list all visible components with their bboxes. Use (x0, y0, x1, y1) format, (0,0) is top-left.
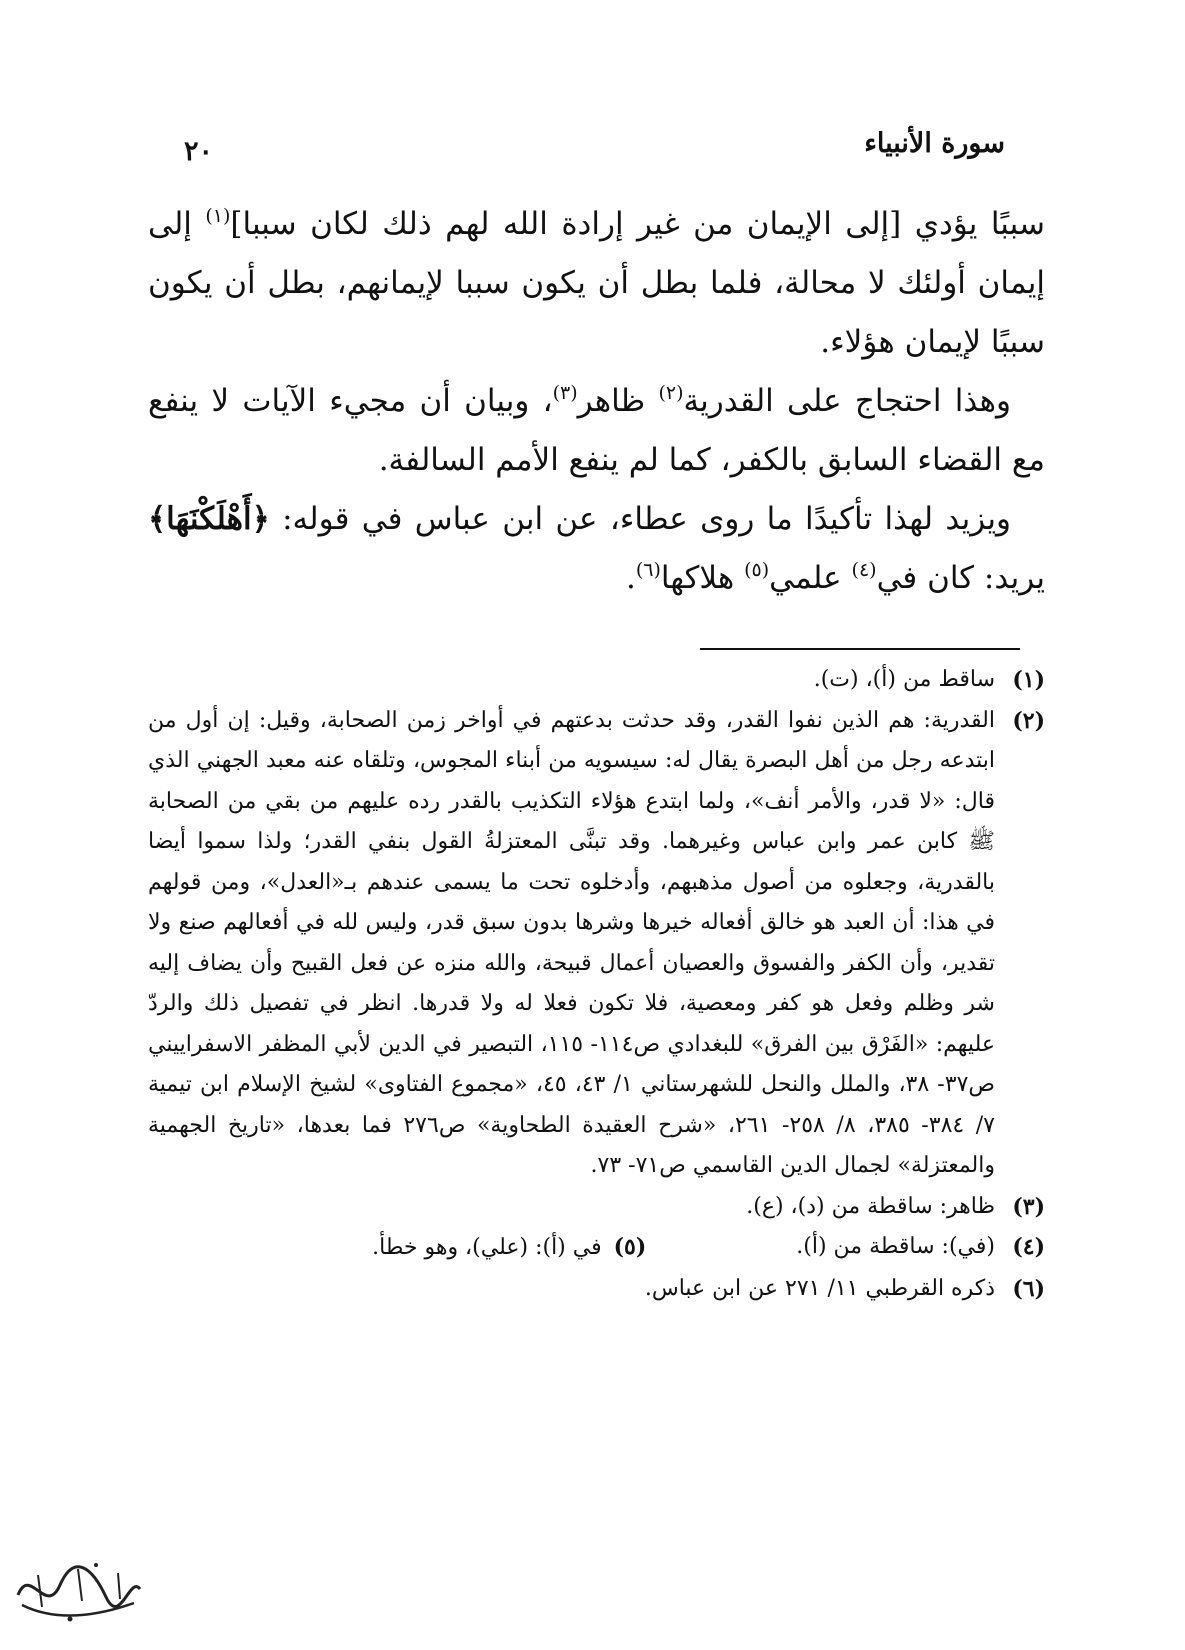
footnote-ref-4[interactable]: (٤) (851, 559, 877, 581)
footnote-ref-1[interactable]: (١) (205, 205, 231, 227)
footnote-1-text: ساقط من (أ)، (ت). (813, 667, 995, 692)
footnote-4-5-row (148, 1227, 1045, 1269)
footnote-1-number: (١) (1012, 667, 1045, 693)
footnote-ref-2[interactable]: (٢) (658, 382, 684, 404)
page-number: ٢٠ (184, 136, 214, 167)
footnote-6 (148, 1269, 1045, 1310)
surah-title: سورة الأنبياء (864, 128, 1005, 159)
paragraph-1-part-a: سببًا يؤدي [إلى الإيمان من غير إرادة الله لهم ذلك لكان سببا] (230, 206, 1045, 242)
footnote-3 (148, 1187, 1045, 1228)
footnotes (148, 660, 1045, 1309)
paragraph-3-part-e: . (625, 560, 636, 596)
running-header (170, 120, 1005, 170)
paragraph-2-part-b: ظاهر (577, 383, 659, 419)
paragraph-3 (148, 490, 1045, 608)
footnote-2-number: (٢) (1012, 707, 1045, 734)
paragraph-3-part-a: ويزيد لهذا تأكيدًا ما روى عطاء، عن ابن عباس في قوله: (269, 501, 1012, 537)
paragraph-3-part-c: علمي (769, 560, 852, 596)
footnote-separator (700, 648, 1020, 650)
paragraph-1 (148, 195, 1045, 372)
footnote-5-text: في (أ): (علي)، وهو خطأ. (372, 1235, 602, 1260)
footnote-4-text: (في): ساقطة من (أ). (796, 1234, 995, 1259)
footnote-row (148, 1227, 995, 1269)
footnote-5-number: (٥) (613, 1234, 647, 1260)
footnote-5 (372, 1227, 646, 1269)
footnote-4-number: (٤) (1012, 1234, 1045, 1260)
quran-quote: ﴿أَهْلَكْنَهَا﴾ (148, 501, 270, 537)
footnote-ref-5[interactable]: (٥) (744, 559, 770, 581)
paragraph-2 (148, 372, 1045, 490)
publisher-logo (8, 1555, 148, 1635)
paragraph-2-part-c: ، وبيان أن مجيء الآيات لا ينفع مع القضاء السابق بالكفر، كما لم ينفع الأمم السالفة. (148, 383, 1045, 478)
paragraph-2-part-a: وهذا احتجاج على القدرية (683, 383, 1011, 419)
paragraph-3-part-d: هلاكها (660, 560, 745, 596)
paragraph-3-part-b: يريد: كان في (876, 560, 1045, 596)
footnote-ref-6[interactable]: (٦) (635, 559, 661, 581)
footnote-3-number: (٣) (1012, 1193, 1045, 1220)
paragraph-1-part-b: إلى إيمان أولئك لا محالة، فلما بطل أن يكون سببا لإيمانهم، بطل أن يكون سببًا لإيمان هؤلاء. (148, 206, 1045, 360)
footnote-ref-3[interactable]: (٣) (552, 382, 578, 404)
main-text (148, 195, 1045, 608)
footnote-6-text: ذكره القرطبي ١١/ ٢٧١ عن ابن عباس. (644, 1275, 995, 1301)
footnote-1 (148, 660, 1045, 701)
footnote-3-text: ظاهر: ساقطة من (د)، (ع). (746, 1193, 995, 1219)
footnote-2-text: القدرية: هم الذين نفوا القدر، وقد حدثت بدعتهم في أواخر زمن الصحابة، وقيل: إن أول من ابتدعه رجل من أهل البصرة يقال له: سيسويه من أبناء المجوس، وتلقاه عنه معبد الجهني الذي قال: «لا قدر، والأمر أنف»، ولما ابتدع هؤلاء التكذيب بالقدر رده عليهم من بقي من الصحابة ﷺ كابن عمر وابن عباس وغيرهما. وقد تبنَّى المعتزلةُ القول بنفي القدر؛ ولذا سموا أيضا بالقدرية، وجعلوه من أصول مذهبهم، وأدخلوه تحت ما يسمى عندهم بـ«العدل»، ومن قولهم في هذا: أن العبد هو خالق أفعاله خيرها وشرها بدون سبق قدر، وليس لله في أفعالهم صنع ولا تقدير، وأن الكفر والفسوق والعصيان أعمال قبيحة، والله منزه عن فعل القبيح وأن يضاف إليه شر وظلم وفعل هو كفر ومعصية، فلا تكون فعلا له ولا قدرها. انظر في تفصيل ذلك والردّ عليهم: «الفَرْق بين الفرق» للبغدادي ص١١٤- ١١٥، التبصير في الدين لأبي المظفر الاسفراييني ص٣٧- ٣٨، والملل والنحل للشهرستاني ١/ ٤٣، ٤٥، «مجموع الفتاوى» لشيخ الإسلام ابن تيمية ٧/ ٣٨٤- ٣٨٥، ٨/ ٢٥٨- ٢٦١، «شرح العقيدة الطحاوية» ص٢٧٦ فما بعدها، «تاريخ الجهمية والمعتزلة» لجمال الدين القاسمي ص٧١- ٧٣. (148, 707, 996, 1178)
footnote-6-number: (٦) (1012, 1275, 1045, 1302)
footnote-2 (148, 701, 1045, 1187)
